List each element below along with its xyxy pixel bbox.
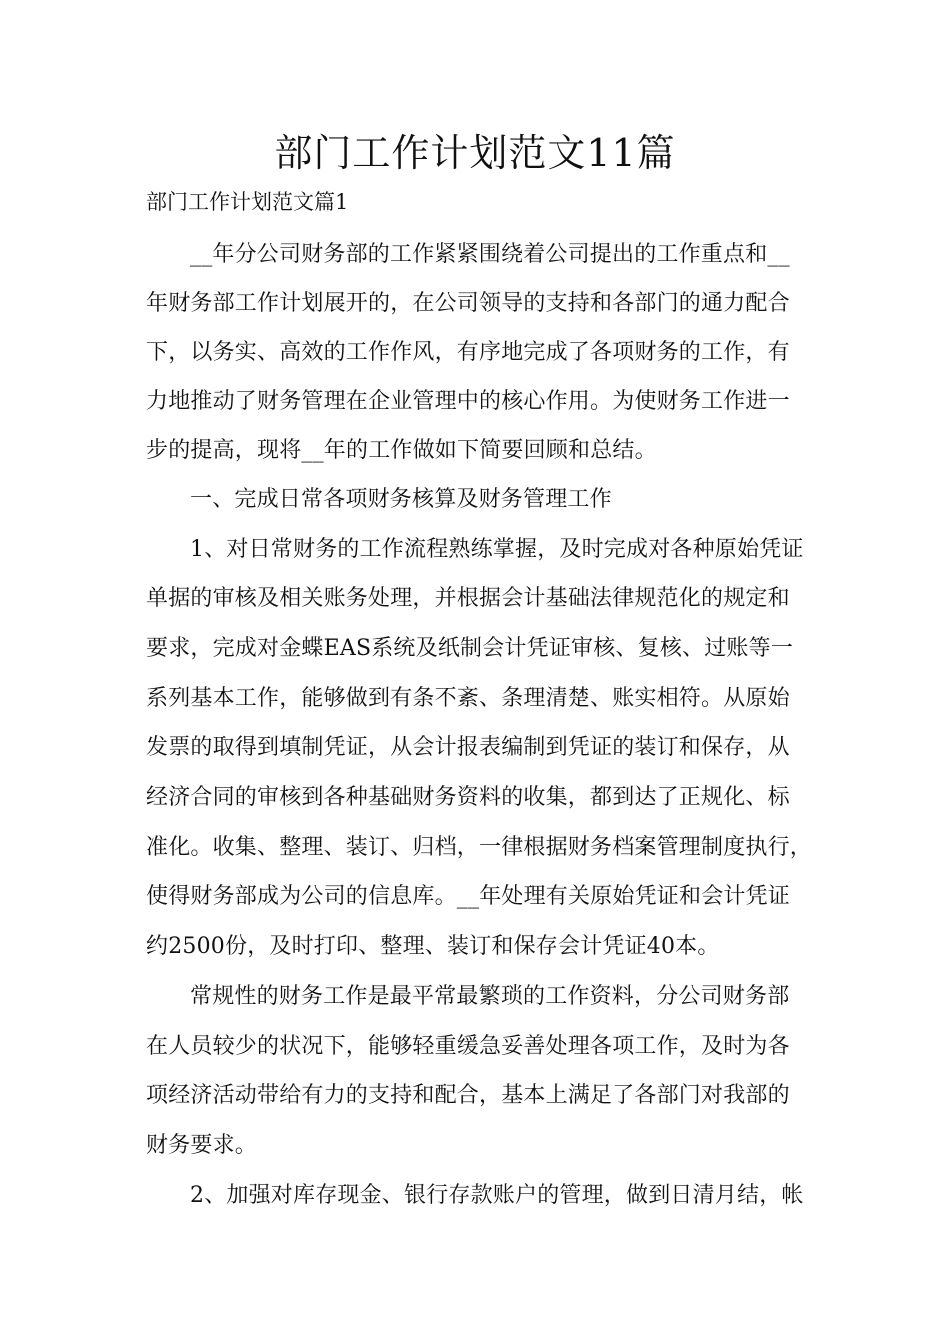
paragraph-line: 发票的取得到填制凭证，从会计报表编制到凭证的装订和保存，从 [146,735,790,760]
paragraph-line: 常规性的财务工作是最平常最繁琐的工作资料，分公司财务部 [190,984,790,1009]
paragraph-line: 系列基本工作，能够做到有条不紊、条理清楚、账实相符。从原始 [146,686,790,711]
paragraph-line: 使得财务部成为公司的信息库。__年处理有关原始凭证和会计凭证 [146,884,791,909]
paragraph-line: 在人员较少的状况下，能够轻重缓急妥善处理各项工作，及时为各 [146,1034,790,1059]
paragraph-line: 下，以务实、高效的工作作风，有序地完成了各项财务的工作，有 [146,340,790,365]
paragraph-line: 2、加强对库存现金、银行存款账户的管理，做到日清月结，帐 [190,1183,804,1208]
paragraph-line: 1、对日常财务的工作流程熟练掌握，及时完成对各种原始凭证 [190,537,804,562]
paragraph-line: 项经济活动带给有力的支持和配合，基本上满足了各部门对我部的 [146,1083,790,1108]
document-title: 部门工作计划范文11篇 [274,131,676,175]
paragraph-line: 财务要求。 [146,1133,258,1158]
paragraph-line: 力地推动了财务管理在企业管理中的核心作用。为使财务工作进一 [146,389,790,414]
paragraph-line: __年分公司财务部的工作紧紧围绕着公司提出的工作重点和__ [190,242,790,267]
subsection-heading: 一、完成日常各项财务核算及财务管理工作 [190,487,612,512]
paragraph-line: 经济合同的审核到各种基础财务资料的收集，都到达了正规化、标 [146,785,790,810]
paragraph-line: 约2500份，及时打印、整理、装订和保存会计凭证40本。 [146,934,720,959]
paragraph-line: 要求，完成对金蝶EAS系统及纸制会计凭证审核、复核、过账等一 [146,636,794,661]
paragraph-line: 年财务部工作计划展开的，在公司领导的支持和各部门的通力配合 [146,291,790,316]
paragraph-line: 单据的审核及相关账务处理，并根据会计基础法律规范化的规定和 [146,586,790,611]
paragraph-line: 步的提高，现将__年的工作做如下简要回顾和总结。 [146,438,657,463]
paragraph-line: 准化。收集、整理、装订、归档，一律根据财务档案管理制度执行， [146,835,813,860]
section-heading: 部门工作计划范文篇1 [146,190,349,214]
